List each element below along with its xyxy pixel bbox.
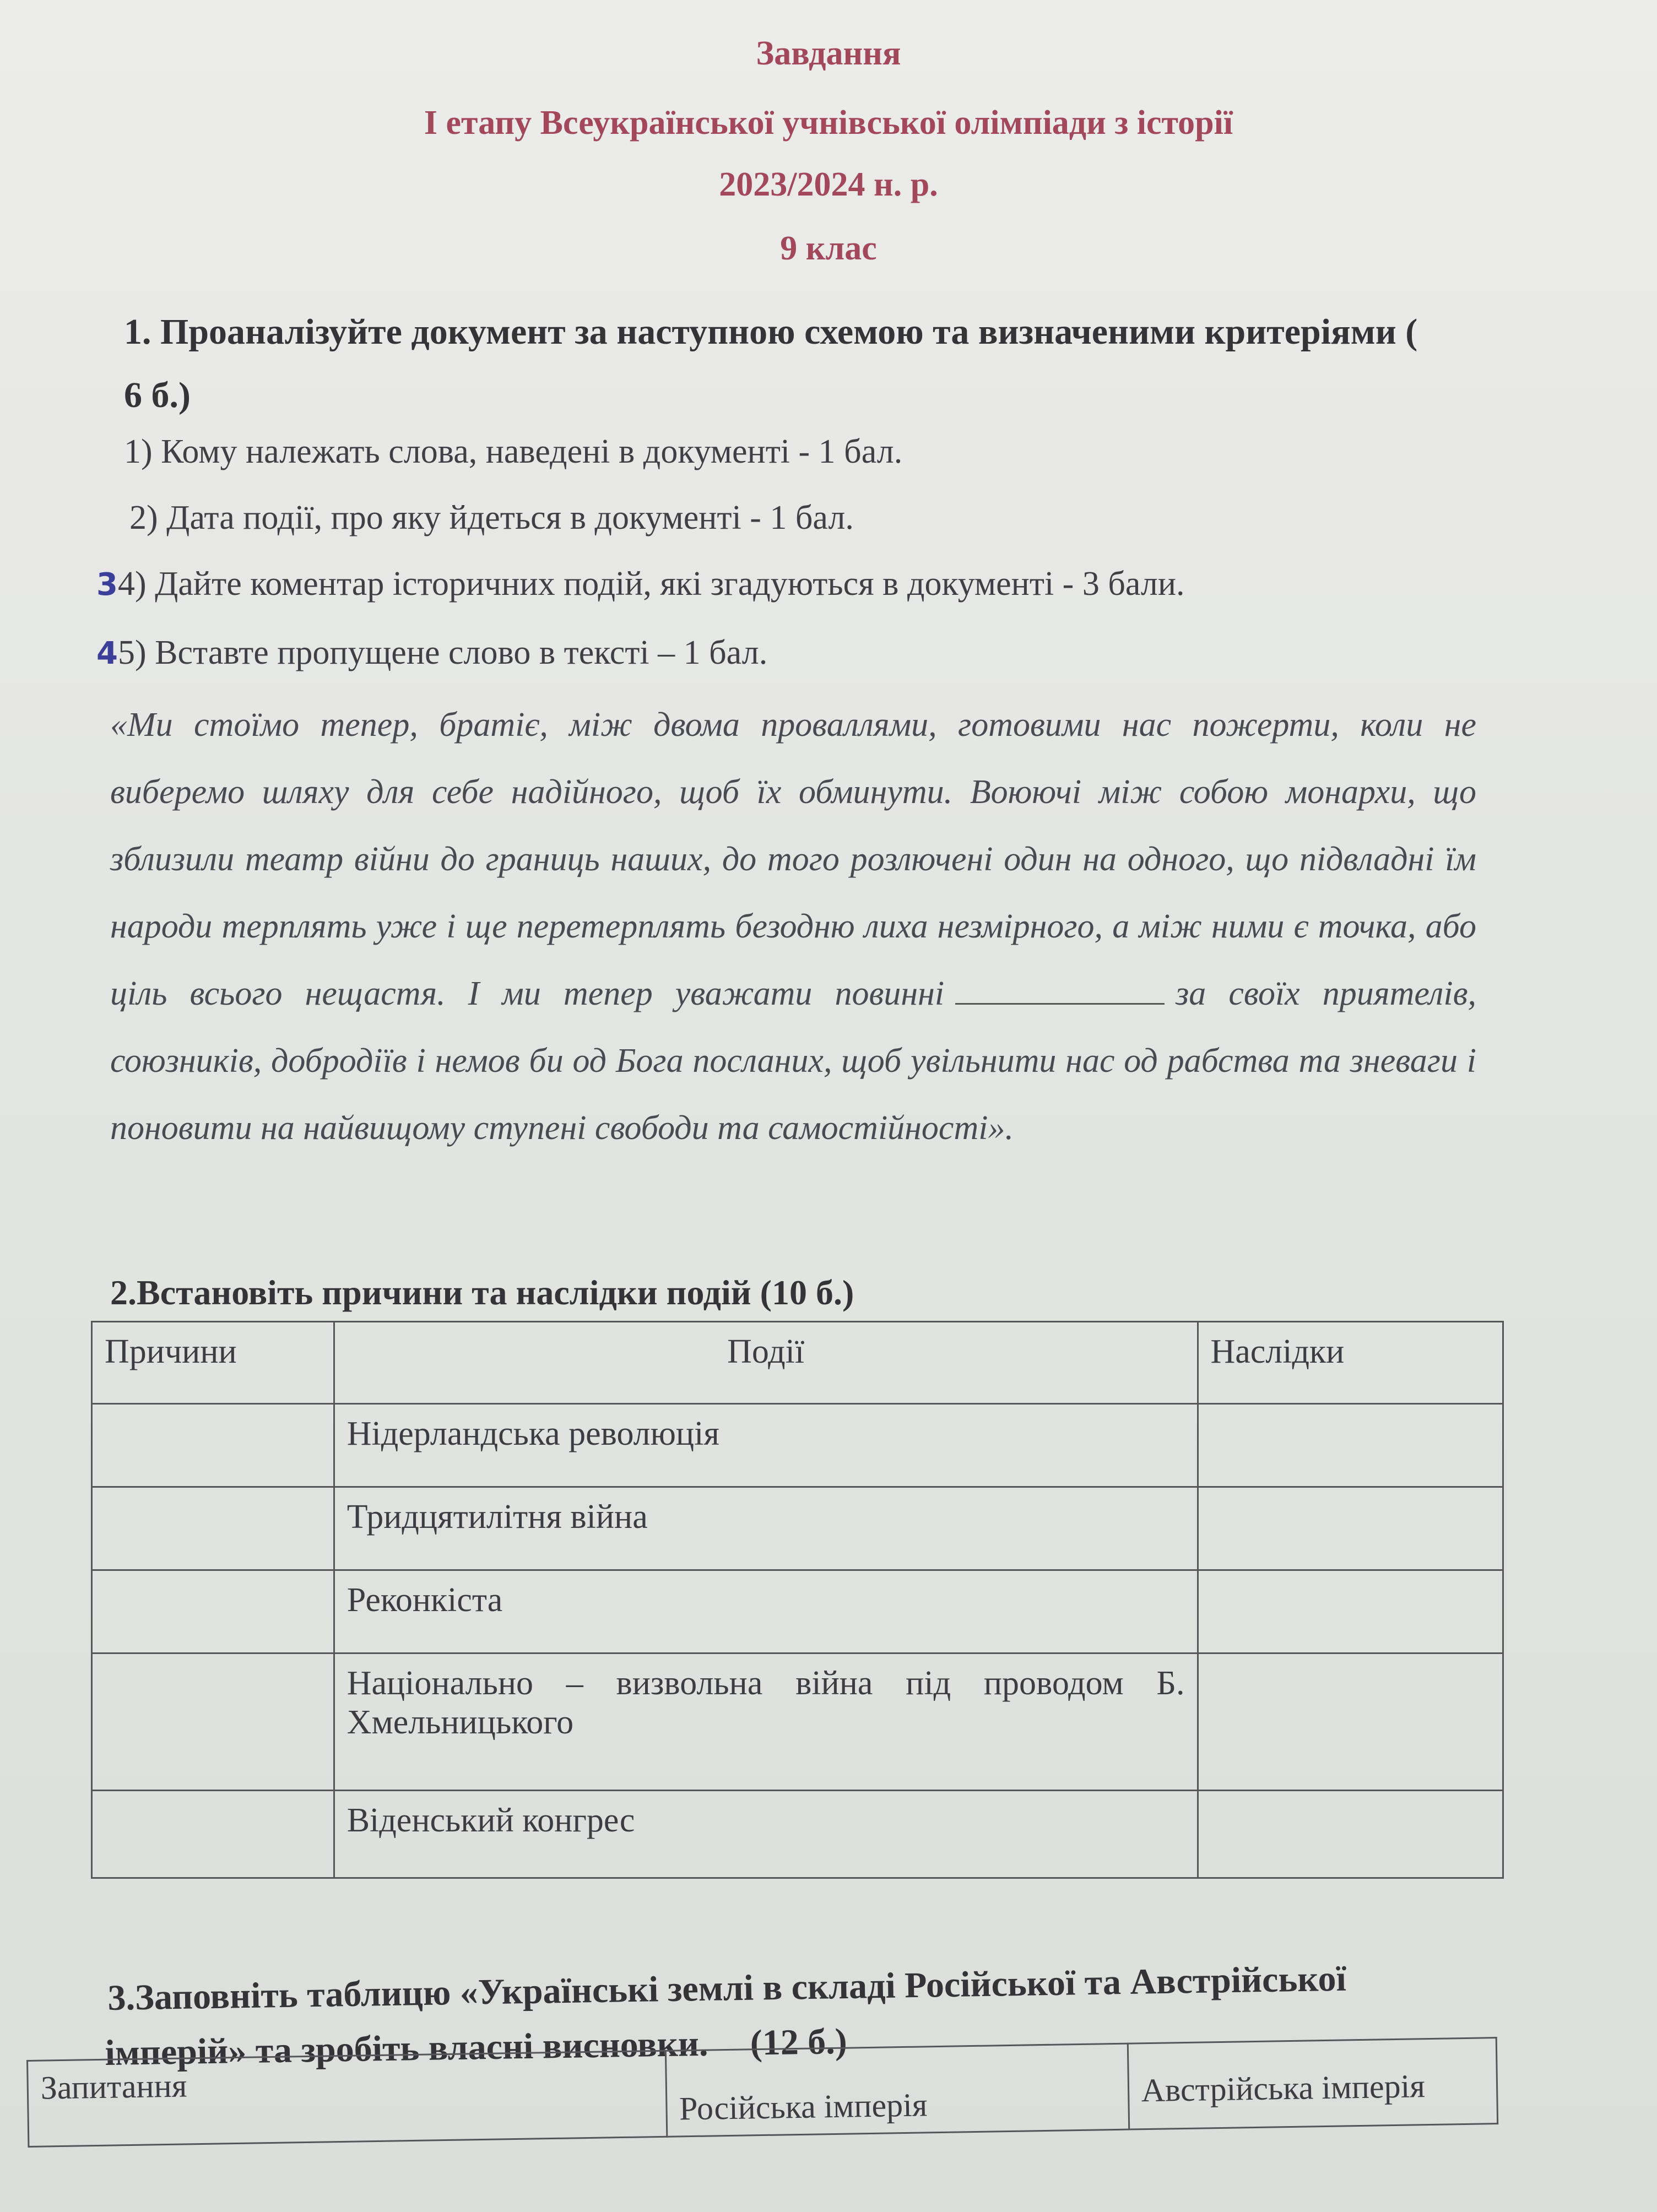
task1-item-4 xyxy=(96,633,767,673)
academic-year: 2023/2024 н. р. xyxy=(719,166,938,203)
task1-points: 6 б.) xyxy=(124,375,191,415)
column-header-austria: Австрійська імперія xyxy=(1128,2038,1498,2129)
column-header-consequences: Наслідки xyxy=(1198,1322,1503,1404)
item-text: Дайте коментар історичних подій, які згадуються в документі - 3 бали. xyxy=(155,565,1185,603)
table-row xyxy=(92,1570,1503,1653)
item-text: Вставте пропущене слово в тексті – 1 бал. xyxy=(155,634,768,671)
task1-title: 1. Проаналізуйте документ за наступною схемою та визначеними критеріями ( xyxy=(124,312,1418,352)
item-number: 4) xyxy=(117,565,147,603)
column-header-events: Події xyxy=(334,1322,1198,1404)
item-number: 2) xyxy=(129,499,158,536)
consequence-cell[interactable] xyxy=(1198,1653,1503,1791)
cause-cell[interactable] xyxy=(92,1791,334,1878)
cause-cell[interactable] xyxy=(92,1653,334,1791)
task1-item-3 xyxy=(96,565,1185,604)
event-cell: Віденський конгрес xyxy=(334,1791,1198,1878)
task3-subtitle: імперій» та зробіть власні висновки. xyxy=(105,2023,708,2073)
consequence-cell[interactable] xyxy=(1198,1570,1503,1653)
quote-part-2: за своїх приятелів, союзників, добродіїв і немов би од Бога посланих, щоб увільнити нас од рабства та зневаги і поновити на найвищому ступені свободи та самостійності». xyxy=(110,975,1476,1147)
table-row xyxy=(92,1404,1503,1487)
cause-cell[interactable] xyxy=(92,1404,334,1487)
task2-title: 2.Встановіть причини та наслідки подій (10 б.) xyxy=(110,1273,854,1312)
event-cell: Реконкіста xyxy=(334,1570,1198,1653)
table-row xyxy=(92,1791,1503,1878)
cause-cell[interactable] xyxy=(92,1487,334,1570)
item-number: 5) xyxy=(117,634,147,671)
page-title: Завдання xyxy=(756,35,901,72)
item-text: Кому належать слова, наведені в документі - 1 бал. xyxy=(161,433,903,470)
item-text: Дата події, про яку йдеться в документі - 1 бал. xyxy=(166,499,854,536)
page-subtitle: І етапу Всеукраїнської учнівської олімпіади з історії xyxy=(424,104,1233,142)
consequence-cell[interactable] xyxy=(1198,1404,1503,1487)
task3-points: (12 б.) xyxy=(750,2021,848,2063)
task3-title: 3.Заповніть таблицю «Українські землі в складі Російської та Австрійської xyxy=(107,1958,1347,2018)
task1-item-1 xyxy=(124,432,902,471)
column-header-question: Запитання xyxy=(28,2051,667,2146)
column-header-causes: Причини xyxy=(92,1322,334,1404)
cause-cell[interactable] xyxy=(92,1570,334,1653)
grade-label: 9 клас xyxy=(780,230,877,267)
column-header-russia: Російська імперія xyxy=(665,2043,1129,2137)
event-cell: Національно – визвольна війна під проводом Б. Хмельницького xyxy=(334,1653,1198,1791)
item-number: 1) xyxy=(124,433,153,470)
causes-consequences-table xyxy=(91,1321,1504,1879)
task1-item-2 xyxy=(129,498,854,538)
table-header-row xyxy=(92,1322,1503,1404)
handwritten-correction: 3 xyxy=(96,567,118,603)
event-cell: Тридцятилітня війна xyxy=(334,1487,1198,1570)
consequence-cell[interactable] xyxy=(1198,1487,1503,1570)
fill-in-blank[interactable] xyxy=(955,981,1165,1005)
quote-part-1: «Ми стоїмо тепер, братіє, між двома проваллями, готовими нас пожерти, коли не виберемо шляху для себе надійного, щоб їх обминути. Воюючі між собою монархи, що зблизили театр війни до границь наших, до того розлючені один на одного, що підвладні їм народи терплять уже і ще перетерплять безодню лиха незмірного, а між ними є точка, або ціль всього нещастя. І ми тепер уважати повинні xyxy=(110,706,1476,1012)
table-row xyxy=(92,1653,1503,1791)
event-cell: Нідерландська революція xyxy=(334,1404,1198,1487)
table-row xyxy=(92,1487,1503,1570)
historical-quote xyxy=(110,691,1476,1162)
handwritten-correction: 4 xyxy=(96,636,118,671)
consequence-cell[interactable] xyxy=(1198,1791,1503,1878)
